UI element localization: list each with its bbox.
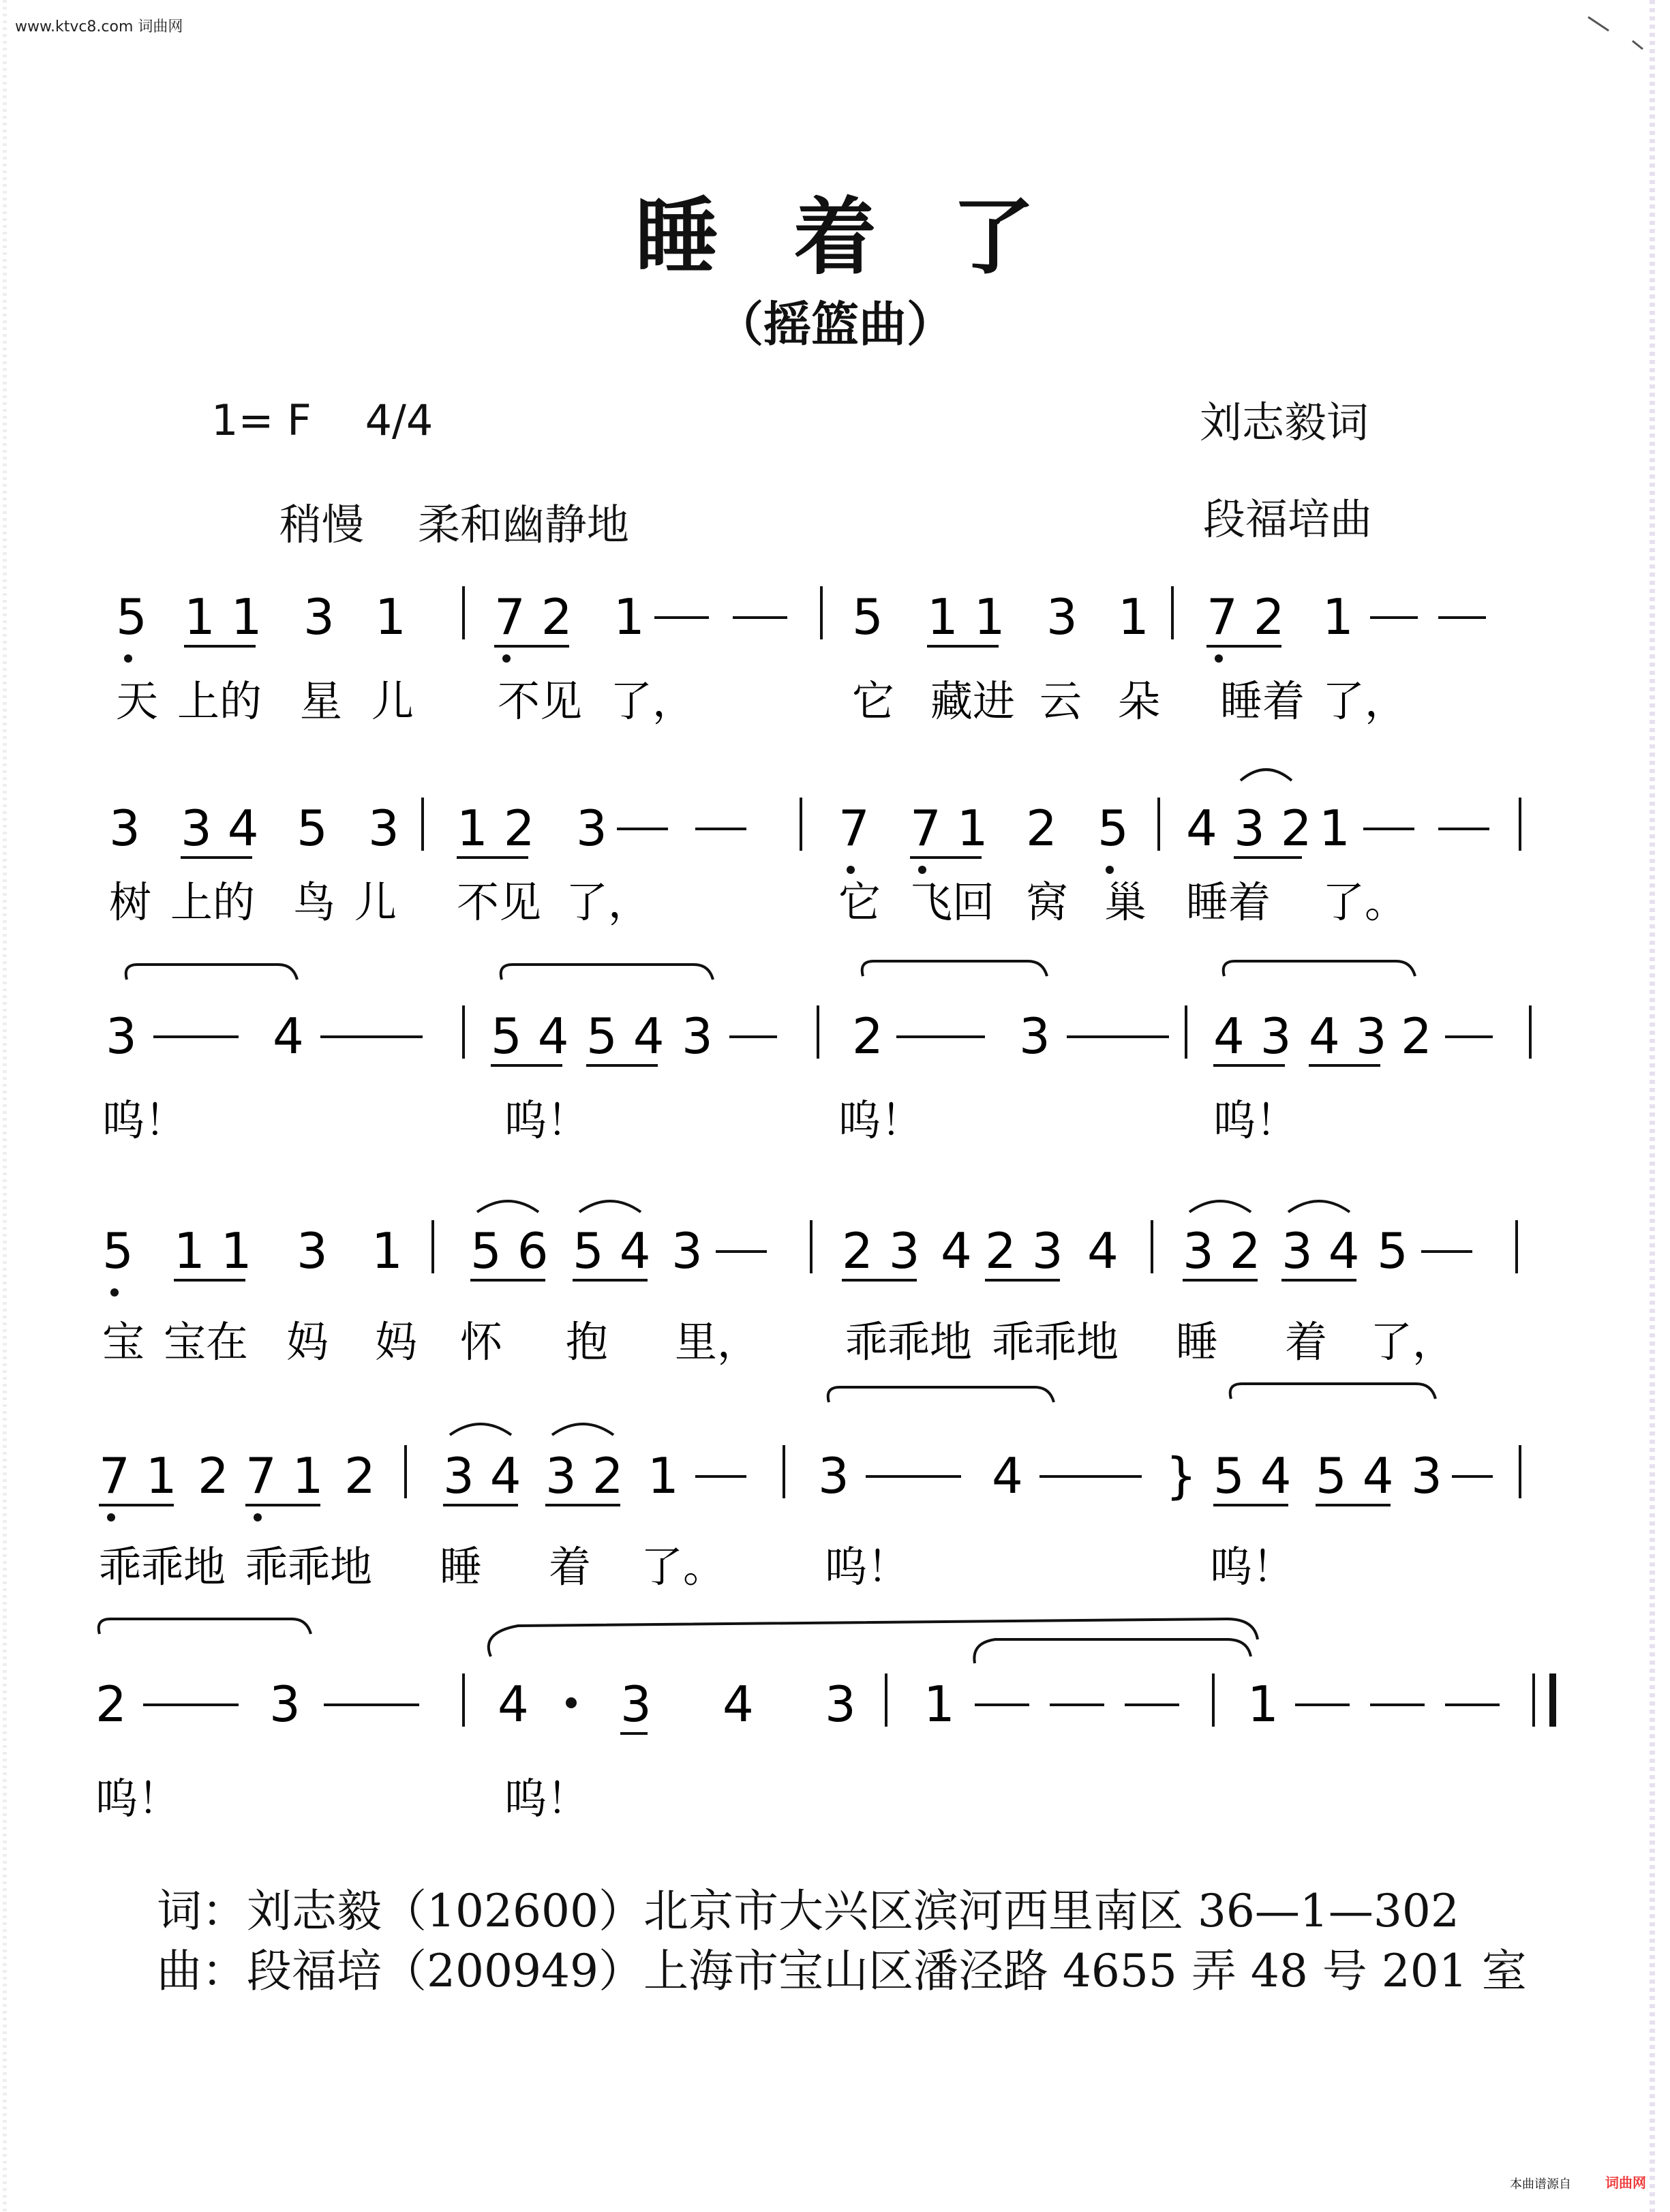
note: 3 [825,1676,856,1733]
lyric: 它 [838,877,881,927]
phrase-slur [501,965,713,980]
lyric: 天 [116,676,159,726]
note: 2 [1401,1007,1432,1065]
lyric: 宝 [102,1317,145,1367]
lyric: 飞回 [910,877,995,927]
lyric: 着 [1285,1317,1328,1367]
lyric: 睡 [1176,1317,1219,1367]
note: 5 6 [470,1222,549,1279]
note: 4 [1087,1222,1119,1279]
low-octave-dot [502,654,511,663]
brace-barline: } [1166,1447,1197,1504]
note: 3 4 [443,1447,521,1504]
lyric: 呜！ [504,1774,590,1823]
lyric: 妈 [286,1317,329,1367]
note: 2 3 [985,1222,1063,1279]
note: 5 [102,1222,134,1279]
note: 1 [613,588,645,646]
note: 3 2 [1183,1222,1261,1279]
note: 3 2 [1234,800,1312,857]
lyric: 树 [109,877,152,927]
lyricist-address: 词：刘志毅（102600）北京市大兴区滨河西里南区 36—1—302 [157,1885,1459,1937]
note: 5 4 [491,1007,569,1065]
lyric: 星 [300,676,343,726]
song-title: 睡着了 [635,189,1110,286]
lyric: 它 [852,676,895,726]
tie [974,1639,1251,1663]
note: 4 [723,1676,754,1733]
song-subtitle: （摇篮曲） [716,297,954,352]
note: 1 1 [927,588,1005,646]
note: 4 3 [1309,1007,1387,1065]
phrase-slur [126,965,297,980]
bottom-source-text: 本曲谱源自 [1510,2177,1571,2192]
low-octave-dot [107,1513,115,1521]
lyric: 上的 [170,877,256,927]
lyric: 了， [610,676,695,726]
note: 1 [1118,588,1149,646]
note: 2 [1026,800,1057,857]
lyric: 呜！ [825,1542,910,1592]
note: 7 1 [99,1447,177,1504]
lyric: 呜！ [838,1095,924,1145]
note: 7 [838,800,870,857]
lyric: 睡着 [1186,877,1271,927]
note: 3 [1019,1007,1050,1065]
low-octave-dot [918,866,926,874]
note: 3 2 [545,1447,624,1504]
note: 1 1 [184,588,262,646]
note: 4 [992,1447,1023,1504]
lyric: 藏进 [930,676,1016,726]
phrase-slur [1224,961,1415,976]
note: 2 3 [842,1222,920,1279]
lyric: 呜！ [1213,1095,1299,1145]
note: 3 [1411,1447,1442,1504]
lyric: 不见 [498,676,583,726]
note: 3 [303,588,335,646]
note: 4 [273,1007,304,1065]
lyric: 了。 [641,1542,726,1592]
note: 3 [620,1676,652,1733]
note: 7 2 [494,588,573,646]
lyric: 呜！ [504,1095,590,1145]
lyric: 睡着 [1220,676,1305,726]
note: 2 [95,1676,127,1733]
lyric: 了， [1370,1317,1455,1367]
note: 5 4 [586,1007,665,1065]
lyric: 上的 [177,676,262,726]
note: 5 4 [1316,1447,1394,1504]
note: 3 [109,800,140,857]
slur [1189,1201,1251,1212]
lyric: 了， [1322,676,1408,726]
dotted-note-dot [566,1697,577,1708]
lyric: 呜！ [1210,1542,1295,1592]
note: 4 [1186,800,1217,857]
note: 3 [576,800,607,857]
lyric: 儿 [354,877,397,927]
tempo-marking: 稍慢 柔和幽静地 [279,500,629,549]
note: 1 1 [174,1222,252,1279]
lyric: 着 [549,1542,592,1592]
lyric: 乖乖地 [99,1542,226,1592]
lyric: 儿 [371,676,414,726]
low-octave-dot [124,654,132,663]
note: 7 2 [1206,588,1285,646]
note: 5 [116,588,147,646]
note: 1 [648,1447,679,1504]
low-octave-dot [254,1513,262,1521]
phrase-slur [99,1619,311,1634]
composer-credit: 段福培曲 [1203,494,1373,544]
lyric: 了。 [1322,877,1408,927]
lyric: 云 [1039,676,1082,726]
note: 5 [297,800,328,857]
phrase-slur [828,1387,1054,1402]
low-octave-dot [1215,654,1223,663]
note: 4 [498,1676,529,1733]
lyric: 窝 [1026,877,1069,927]
note: 5 4 [1213,1447,1292,1504]
note: 3 [682,1007,713,1065]
note: 1 [1322,588,1354,646]
slur [579,1201,641,1212]
lyric: 怀 [460,1317,503,1367]
key-signature: 1= F 4/4 [211,395,434,445]
low-octave-dot [110,1288,119,1297]
lyric: 妈 [375,1317,418,1367]
lyric: 了， [566,877,651,927]
low-octave-dot [1106,866,1114,874]
note: 2 [852,1007,883,1065]
tie-long [489,1619,1258,1656]
lyric: 里， [675,1317,760,1367]
lyric: 呜！ [95,1774,181,1823]
note: 1 [371,1222,403,1279]
slur [477,1201,538,1212]
scan-mark [1588,17,1643,49]
low-octave-dot [847,866,855,874]
phrase-slur [862,961,1047,976]
lyric: 乖乖地 [845,1317,973,1367]
slur [450,1424,511,1435]
note: 1 [924,1676,955,1733]
source-watermark: www.ktvc8.com 词曲网 [15,18,183,35]
note: 3 [368,800,399,857]
lyric: 乖乖地 [245,1542,373,1592]
note: 3 [269,1676,301,1733]
lyric: 不见 [457,877,542,927]
note: 3 [671,1222,703,1279]
lyric: 鸟 [293,877,336,927]
lyric: 巢 [1104,877,1147,927]
slur [1288,1201,1350,1212]
note: 3 [1046,588,1078,646]
note: 3 4 [181,800,259,857]
note: 7 1 [245,1447,324,1504]
note: 3 [297,1222,328,1279]
lyric: 睡 [440,1542,483,1592]
note: 3 [106,1007,137,1065]
note: 1 [1319,800,1350,857]
lyric: 朵 [1118,676,1161,726]
note: 3 4 [1281,1222,1360,1279]
lyric: 乖乖地 [992,1317,1119,1367]
lyric: 宝在 [164,1317,249,1367]
lyricist-credit: 刘志毅词 [1200,397,1369,447]
note: 2 [344,1447,376,1504]
note: 5 4 [573,1222,651,1279]
composer-address: 曲：段福培（200949）上海市宝山区潘泾路 4655 弄 48 号 201 室 [157,1945,1527,1997]
lyric: 抱 [566,1317,609,1367]
note: 3 [818,1447,849,1504]
note: 1 [375,588,406,646]
note: 4 [941,1222,972,1279]
bottom-logo: 词曲网 [1605,2175,1646,2191]
note: 5 [1097,800,1129,857]
phrase-slur [1230,1384,1436,1399]
note: 5 [852,588,883,646]
note: 7 1 [910,800,988,857]
note: 4 3 [1213,1007,1292,1065]
note: 1 2 [457,800,535,857]
slur [552,1424,613,1435]
note: 5 [1377,1222,1408,1279]
note: 1 [1247,1676,1279,1733]
note: 2 [198,1447,229,1504]
lyric: 呜！ [102,1095,187,1145]
slur [1241,770,1292,781]
